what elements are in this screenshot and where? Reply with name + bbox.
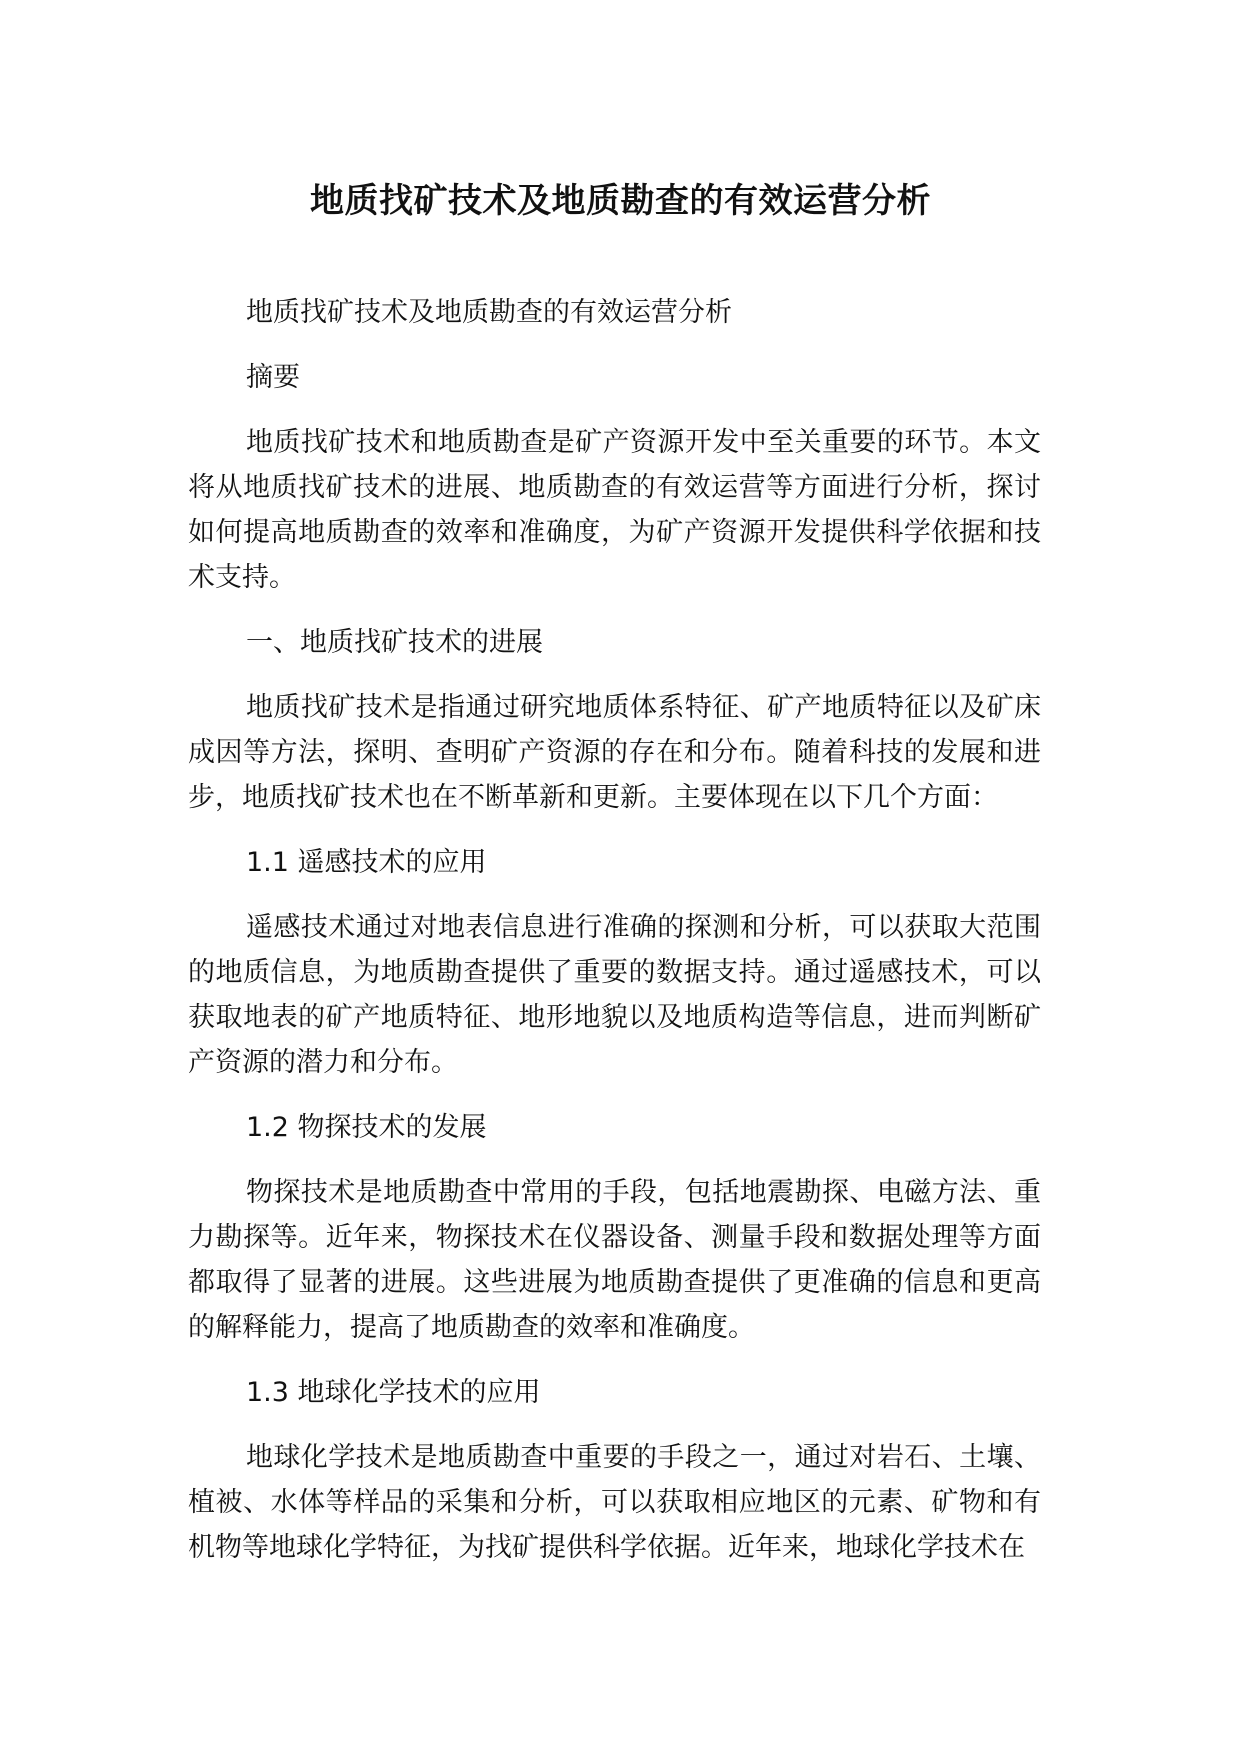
subsection-heading-1-2: 1.2 物探技术的发展: [246, 1112, 487, 1143]
subsection-1-2-paragraph: 物探技术是地质勘查中常用的手段，包括地震勘探、电磁方法、重力勘探等。近年来，物探技术在仪器设备、测量手段和数据处理等方面都取得了显著的进展。这些进展为地质勘查提供了更准确的信息和更高的解释能力，提高了地质勘查的效率和准确度。: [188, 1177, 1041, 1343]
document-body: [188, 290, 1041, 1590]
subsection-1-1-paragraph: 遥感技术通过对地表信息进行准确的探测和分析，可以获取大范围的地质信息，为地质勘查提供了重要的数据支持。通过遥感技术，可以获取地表的矿产地质特征、地形地貌以及地质构造等信息，进而判断矿产资源的潜力和分布。: [188, 912, 1041, 1078]
subsection-1-3-paragraph: 地球化学技术是地质勘查中重要的手段之一，通过对岩石、土壤、植被、水体等样品的采集和分析，可以获取相应地区的元素、矿物和有机物等地球化学特征，为找矿提供科学依据。近年来，地球化学技术在: [188, 1442, 1041, 1563]
subsection-heading-1-3: 1.3 地球化学技术的应用: [246, 1377, 541, 1408]
document-title: 地质找矿技术及地质勘查的有效运营分析: [310, 181, 931, 221]
abstract-heading: 摘要: [246, 362, 300, 393]
subtitle-paragraph: 地质找矿技术及地质勘查的有效运营分析: [246, 297, 732, 328]
section-heading-1: 一、地质找矿技术的进展: [246, 627, 543, 658]
abstract-paragraph: 地质找矿技术和地质勘查是矿产资源开发中至关重要的环节。本文将从地质找矿技术的进展、地质勘查的有效运营等方面进行分析，探讨如何提高地质勘查的效率和准确度，为矿产资源开发提供科学依据和技术支持。: [188, 427, 1041, 593]
section-1-paragraph: 地质找矿技术是指通过研究地质体系特征、矿产地质特征以及矿床成因等方法，探明、查明矿产资源的存在和分布。随着科技的发展和进步，地质找矿技术也在不断革新和更新。主要体现在以下几个方面：: [188, 692, 1041, 813]
subsection-heading-1-1: 1.1 遥感技术的应用: [246, 847, 487, 878]
